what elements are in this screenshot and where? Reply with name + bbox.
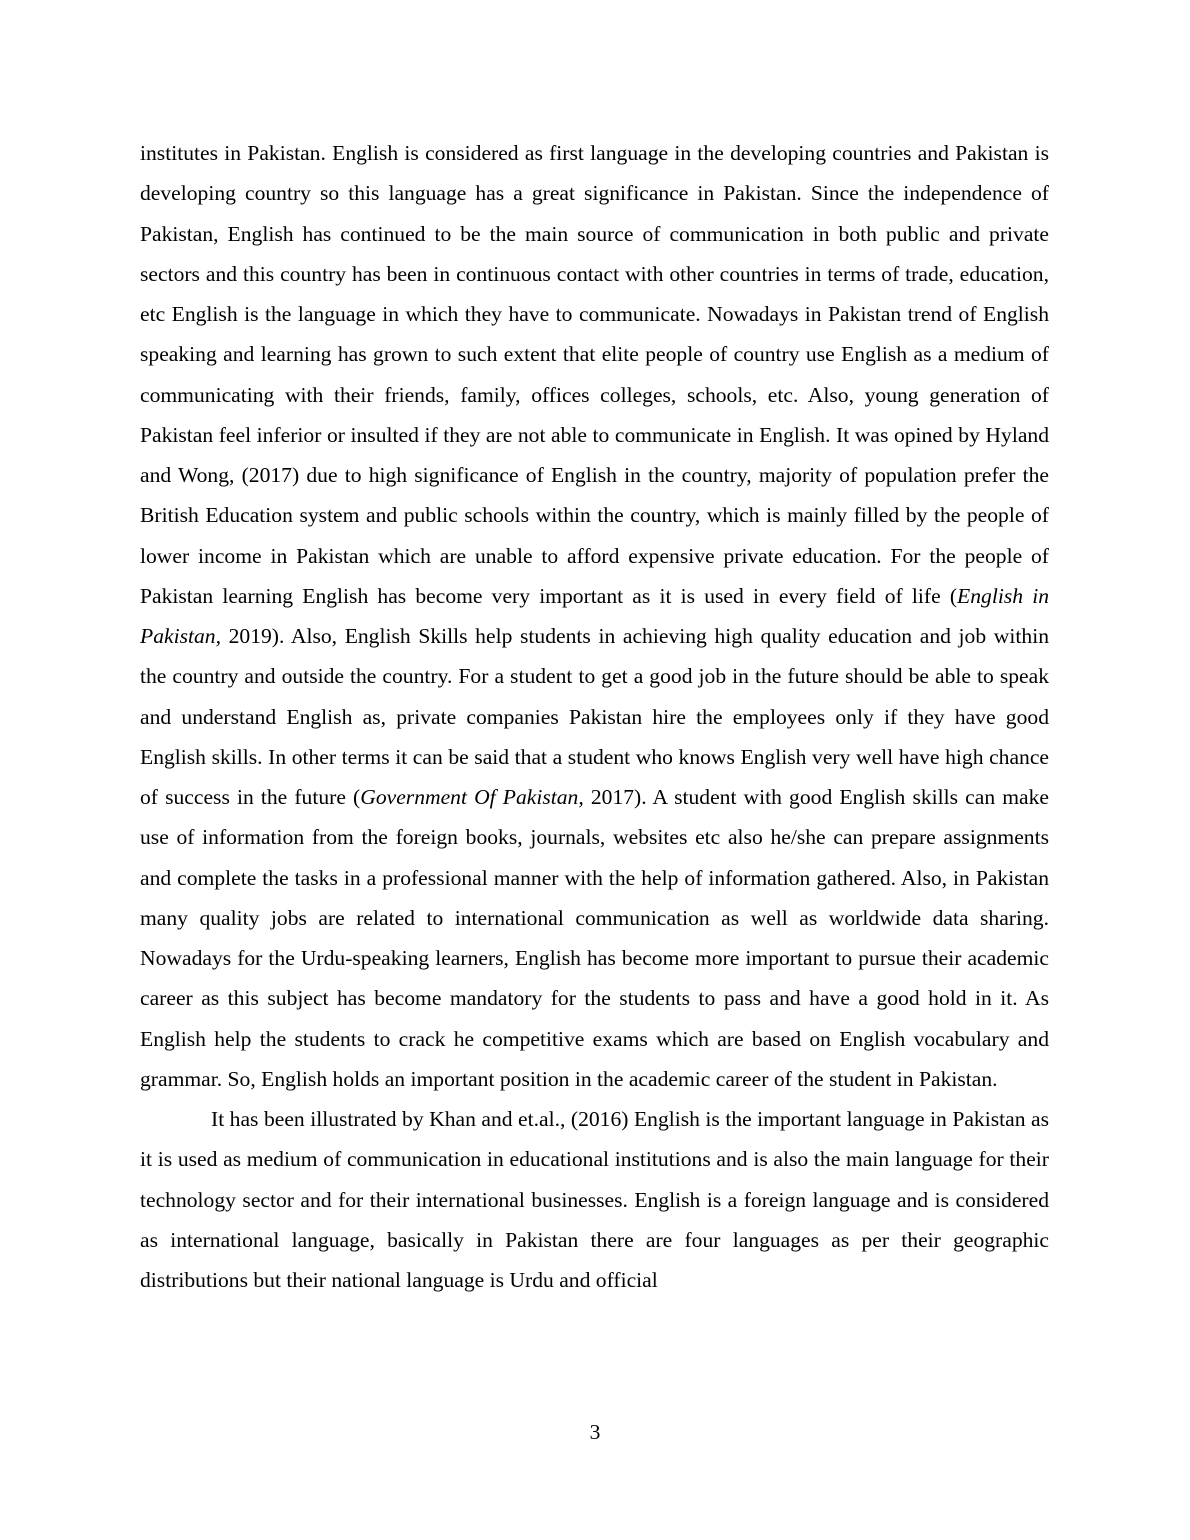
text-run: It has been illustrated by Khan and et.al., (2016) English is the important language in Pakistan as it is used as medium of communication in educational institutions and is also the main language for their technology sector and for their international businesses. English is a foreign language and is considered as international language, basically in Pakistan there are four languages as per their geographic distributions but their national language is Urdu and official: [140, 1107, 1049, 1292]
text-run: 2017). A student with good English skills can make use of information from the foreign books, journals, websites etc also he/she can prepare assignments and complete the tasks in a professional manner with the help of information gathered. Also, in Pakistan many quality jobs are related to international communication as well as worldwide data sharing. Nowadays for the Urdu-speaking learners, English has become more important to pursue their academic career as this subject has become mandatory for the students to pass and have a good hold in it. As English help the students to crack he competitive exams which are based on English vocabulary and grammar. So, English holds an important position in the academic career of the student in Pakistan.: [140, 785, 1049, 1091]
citation-title: Government Of Pakistan,: [360, 785, 584, 809]
document-body: [140, 133, 1049, 1300]
paragraph-khan-illustration: [140, 1099, 1049, 1300]
page-number: 3: [589, 1420, 601, 1444]
paragraph-english-significance: [140, 133, 1049, 1099]
text-run: 2019). Also, English Skills help students in achieving high quality education and job within the country and outside the country. For a student to get a good job in the future should be able to speak and understand English as, private companies Pakistan hire the employees only if they have good English skills. In other terms it can be said that a student who knows English very well have high chance of success in the future (: [140, 624, 1049, 809]
citation-title: English in Pakistan,: [140, 583, 1049, 648]
text-run: institutes in Pakistan. English is considered as first language in the developing countries and Pakistan is developing country so this language has a great significance in Pakistan. Since the independence of Pakistan, English has continued to be the main source of communication in both public and private sectors and this country has been in continuous contact with other countries in terms of trade, education, etc English is the language in which they have to communicate. Nowadays in Pakistan trend of English speaking and learning has grown to such extent that elite people of country use English as a medium of communicating with their friends, family, offices colleges, schools, etc. Also, young generation of Pakistan feel inferior or insulted if they are not able to communicate in English. It was opined by Hyland and Wong, (2017) due to high significance of English in the country, majority of population prefer the British Education system and public schools within the country, which is mainly filled by the people of lower income in Pakistan which are unable to afford expensive private education. For the people of Pakistan learning English has become very important as it is used in every field of life (: [140, 141, 1049, 608]
